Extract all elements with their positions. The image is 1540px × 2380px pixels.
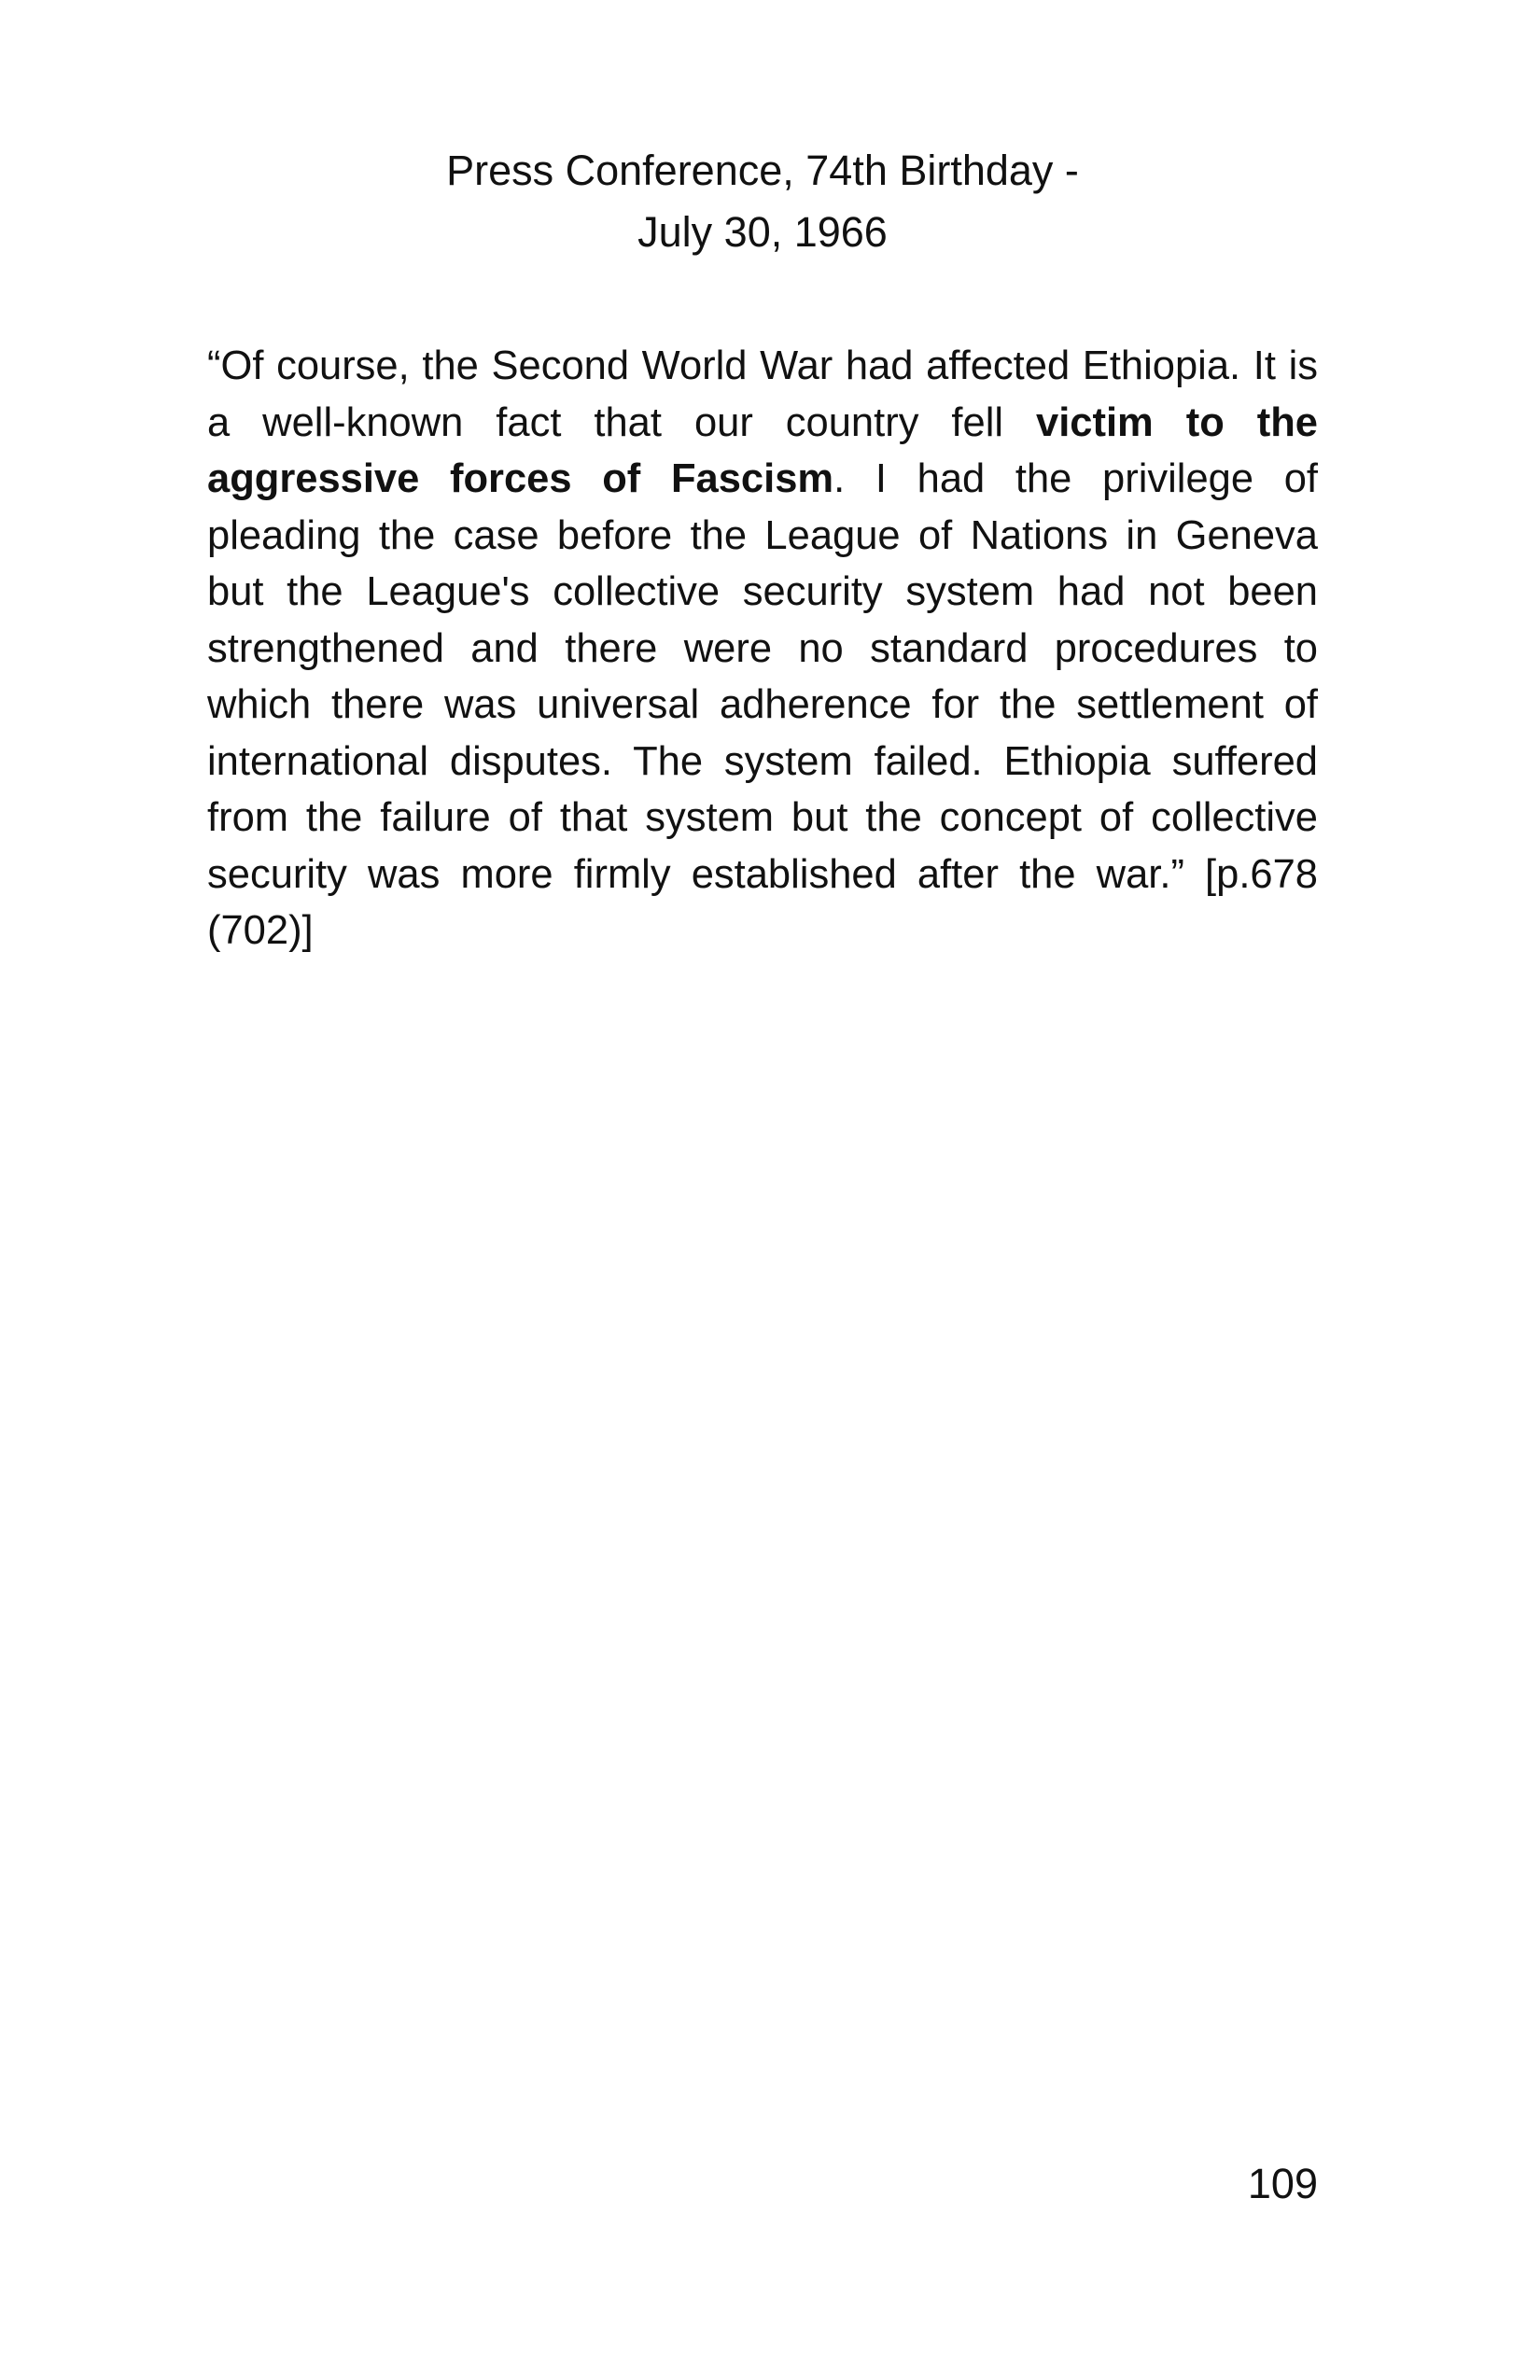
- page-heading: [207, 140, 1318, 263]
- heading-title: Press Conference, 74th Birthday -: [446, 147, 1079, 194]
- page-number: 109: [1247, 2160, 1318, 2207]
- quote-text-start: “Of course, the Second World War had affected Ethiopia. It is a well-known fact that our country fell: [207, 343, 1318, 445]
- heading-date: July 30, 1966: [637, 208, 888, 256]
- quote-paragraph: [207, 338, 1318, 959]
- quote-bold-phrase: victim to the aggressive forces of Fascism: [207, 399, 1319, 501]
- quote-text-end: . I had the privilege of pleading the case before the League of Nations in Geneva but the League's collective security system had not been strengthened and there were no standard procedures to which there was universal adherence for the settlement of international disputes. The system failed. Ethiopia suffered from the failure of that system but the concept of collective security was more firmly established after the war.” [p.678 (702)]: [207, 456, 1318, 953]
